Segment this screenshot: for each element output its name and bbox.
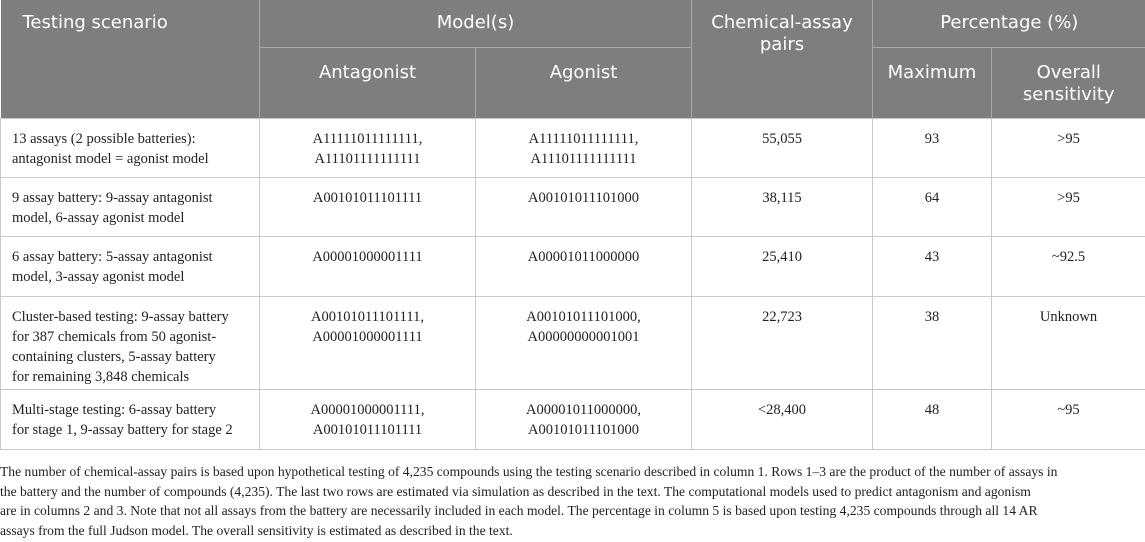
agonist-line: A00000000001001 (527, 328, 640, 345)
table-row (1, 296, 1145, 389)
cell-maximum: 64 (873, 177, 992, 236)
scenario-line: Multi-stage testing: 6-assay battery (12, 401, 217, 418)
footnote-line: assays from the full Judson model. The overall sensitivity is estimated as described in the text. (0, 522, 513, 538)
antagonist-line: A00001000001111, (310, 401, 425, 418)
header-overall-sensitivity (992, 47, 1145, 118)
cell-agonist-model (476, 296, 692, 389)
table-row (1, 389, 1145, 449)
scenario-line: antagonist model = agonist model (12, 150, 209, 167)
cell-scenario (1, 296, 260, 389)
antagonist-line: A00001000001111 (312, 328, 423, 345)
antagonist-line: A00101011101111, (311, 308, 424, 325)
scenario-line: model, 3-assay agonist model (12, 268, 185, 285)
cell-agonist-model (476, 177, 692, 236)
header-pairs-text: Chemical-assay pairs (711, 12, 853, 55)
antagonist-line: A00101011101111 (312, 421, 423, 438)
cell-scenario (1, 389, 260, 449)
scenario-line: 13 assays (2 possible batteries): (12, 130, 196, 147)
header-chemical-assay-pairs (692, 0, 873, 118)
cell-chemical-assay-pairs: <28,400 (692, 389, 873, 449)
header-models: Model(s) (260, 0, 692, 47)
cell-chemical-assay-pairs: 22,723 (692, 296, 873, 389)
cell-overall-sensitivity: >95 (992, 177, 1145, 236)
cell-overall-sensitivity: >95 (992, 118, 1145, 177)
cell-antagonist-model (260, 118, 476, 177)
agonist-line: A00001011000000, (525, 401, 642, 418)
footnote-line: The number of chemical-assay pairs is based upon hypothetical testing of 4,235 compounds using the testing scenario described in column 1. Rows 1–3 are the product of the number of assays in (0, 464, 1058, 479)
agonist-line: A00101011101000 (528, 421, 639, 438)
cell-antagonist-model (260, 296, 476, 389)
table-row (1, 177, 1145, 236)
scenario-line: for stage 1, 9-assay battery for stage 2 (12, 421, 233, 438)
antagonist-line: A00101011101111 (312, 189, 423, 206)
agonist-line: A11111011111111, (528, 130, 639, 147)
header-testing-scenario: Testing scenario (1, 0, 260, 118)
table-row (1, 236, 1145, 296)
cell-maximum: 48 (873, 389, 992, 449)
cell-chemical-assay-pairs: 38,115 (692, 177, 873, 236)
scenario-line: model, 6-assay agonist model (12, 209, 185, 226)
antagonist-line: A00001000001111 (312, 248, 423, 265)
cell-overall-sensitivity: ~92.5 (992, 236, 1145, 296)
scenario-line: Cluster-based testing: 9-assay battery (12, 308, 229, 325)
scenario-line: 6 assay battery: 5-assay antagonist (12, 248, 213, 265)
header-percentage: Percentage (%) (873, 0, 1145, 47)
cell-maximum: 93 (873, 118, 992, 177)
cell-overall-sensitivity: ~95 (992, 389, 1145, 449)
antagonist-line: A11111011111111, (312, 130, 423, 147)
cell-agonist-model (476, 389, 692, 449)
antagonist-line: A11101111111111 (314, 150, 421, 167)
footnote-line: the battery and the number of compounds (4,235). The last two rows are estimated via simulation as described in the text. The computational models used to predict antagonism and agonism (0, 483, 1031, 499)
cell-agonist-model (476, 236, 692, 296)
table-footnote (0, 462, 1135, 540)
table-row (1, 118, 1145, 177)
cell-antagonist-model (260, 177, 476, 236)
agonist-line: A00101011101000, (526, 308, 641, 325)
cell-scenario (1, 177, 260, 236)
cell-chemical-assay-pairs: 55,055 (692, 118, 873, 177)
cell-scenario (1, 118, 260, 177)
cell-antagonist-model (260, 389, 476, 449)
agonist-line: A00101011101000 (528, 189, 639, 206)
cell-chemical-assay-pairs: 25,410 (692, 236, 873, 296)
scenario-line: containing clusters, 5-assay battery (12, 348, 216, 365)
header-antagonist: Antagonist (260, 47, 476, 118)
cell-agonist-model (476, 118, 692, 177)
header-agonist: Agonist (476, 47, 692, 118)
agonist-line: A11101111111111 (530, 150, 637, 167)
cell-maximum: 38 (873, 296, 992, 389)
agonist-line: A00001011000000 (527, 248, 640, 265)
scenario-line: for 387 chemicals from 50 agonist- (12, 328, 217, 345)
cell-overall-sensitivity: Unknown (992, 296, 1145, 389)
cell-maximum: 43 (873, 236, 992, 296)
cell-antagonist-model (260, 236, 476, 296)
header-sensitivity-text: Overall sensitivity (1022, 61, 1115, 105)
scenario-line: for remaining 3,848 chemicals (12, 368, 190, 385)
cell-scenario (1, 236, 260, 296)
header-maximum: Maximum (873, 47, 992, 118)
footnote-line: are in columns 2 and 3. Note that not all assays from the battery are necessarily included in each model. The percentage in column 5 is based upon testing 4,235 compounds through all 14 AR (0, 503, 1038, 518)
scenario-line: 9 assay battery: 9-assay antagonist (12, 189, 213, 206)
